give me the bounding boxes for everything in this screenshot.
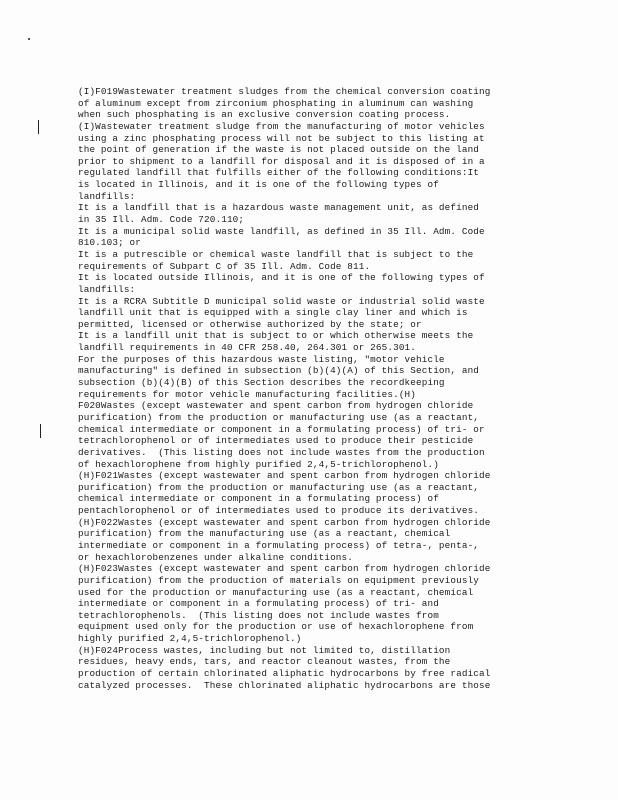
text-line: subsection (b)(4)(B) of this Section describes the recordkeeping <box>78 377 445 389</box>
text-line: derivatives. (This listing does not include wastes from the production <box>78 446 485 458</box>
text-line: (I)F019Wastewater treatment sludges from the chemical conversion coating <box>78 86 491 97</box>
text-line: or hexachlorobenzenes under alkaline conditions. <box>78 551 353 563</box>
text-line: F020Wastes (except wastewater and spent carbon from hydrogen chloride <box>78 400 474 412</box>
text-line: (H)F024Process wastes, including but not limited to, distillation <box>78 644 451 656</box>
text-line: (H)F021Wastes (except wastewater and spent carbon from hydrogen chloride <box>78 470 491 482</box>
text-line: It is located outside Illinois, and it is one of the following types of <box>78 272 485 284</box>
text-line: chemical intermediate or component in a formulating process) of <box>78 493 439 505</box>
text-line: of hexachlorophene from highly purified 2,4,5-trichlorophenol.) <box>78 458 439 470</box>
text-line: when such phosphating is an exclusive conversion coating process. <box>78 109 451 121</box>
revision-bar-2 <box>40 424 41 438</box>
text-line: purification) from the production of materials on equipment previously <box>78 574 480 586</box>
text-line: used for the production or manufacturing use (as a reactant, chemical <box>78 586 474 598</box>
text-line: It is a RCRA Subtitle D municipal solid waste or industrial solid waste <box>78 295 485 307</box>
text-line: pentachlorophenol or of intermediates used to produce its derivatives. <box>78 505 480 517</box>
text-line: 810.103; or <box>78 237 142 249</box>
text-line: purification) from the manufacturing use (as a reactant, chemical <box>78 528 451 540</box>
text-line: landfill requirements in 40 CFR 258.40, 264.301 or 265.301. <box>78 342 417 354</box>
text-line: tetrachlorophenol or of intermediates used to produce their pesticide <box>78 435 474 447</box>
text-line: landfills: <box>78 283 136 295</box>
text-line: intermediate or component in a formulating process) of tetra-, penta-, <box>78 539 480 551</box>
text-line: production of certain chlorinated aliphatic hydrocarbons by free radical <box>78 668 491 680</box>
text-line: the point of generation if the waste is not placed outside on the land <box>78 144 480 156</box>
text-line: It is a landfill that is a hazardous waste management unit, as defined <box>78 202 480 214</box>
text-line: residues, heavy ends, tars, and reactor cleanout wastes, from the <box>78 656 451 668</box>
text-line: For the purposes of this hazardous waste listing, "motor vehicle <box>78 353 445 365</box>
document-body-text <box>78 86 548 691</box>
text-line: chemical intermediate or component in a formulating process) of tri- or <box>78 423 485 435</box>
text-line: intermediate or component in a formulating process) of tri- and <box>78 598 439 610</box>
text-line: catalyzed processes. These chlorinated aliphatic hydrocarbons are those <box>78 679 491 691</box>
scan-speck <box>28 38 30 40</box>
text-line: landfill unit that is equipped with a single clay liner and which is <box>78 307 468 319</box>
text-line: tetrachlorophenols. (This listing does not include wastes from <box>78 609 439 621</box>
text-line: prior to shipment to a landfill for disposal and it is disposed of in a <box>78 155 485 167</box>
text-line: It is a landfill unit that is subject to or which otherwise meets the <box>78 330 474 342</box>
text-line: (H)F023Wastes (except wastewater and spent carbon from hydrogen chloride <box>78 563 491 575</box>
text-line: manufacturing" is defined in subsection (b)(4)(A) of this Section, and <box>78 365 480 377</box>
text-line: using a zinc phosphating process will not be subject to this listing at <box>78 132 485 144</box>
text-line: (H)F022Wastes (except wastewater and spent carbon from hydrogen chloride <box>78 516 491 528</box>
text-line: landfills: <box>78 190 136 202</box>
text-line: permitted, licensed or otherwise authorized by the state; or <box>78 318 422 330</box>
text-line: equipment used only for the production or use of hexachlorophene from <box>78 621 474 633</box>
text-line: purification) from the production or manufacturing use (as a reactant, <box>78 481 480 493</box>
text-line: regulated landfill that fulfills either of the following conditions:It <box>78 167 480 179</box>
text-line: is located in Illinois, and it is one of the following types of <box>78 179 439 191</box>
text-line: requirements of Subpart C of 35 Ill. Adm. Code 811. <box>78 260 371 272</box>
text-line: in 35 Ill. Adm. Code 720.110; <box>78 214 245 226</box>
text-line: (I)Wastewater treatment sludge from the manufacturing of motor vehicles <box>78 120 485 132</box>
text-line: of aluminum except from zirconium phosphating in aluminum can washing <box>78 97 474 109</box>
text-line: requirements for motor vehicle manufacturing facilities.(H) <box>78 388 417 400</box>
text-line: It is a municipal solid waste landfill, as defined in 35 Ill. Adm. Code <box>78 225 485 237</box>
revision-bar-1 <box>38 120 39 134</box>
text-line: purification) from the production or manufacturing use (as a reactant, <box>78 411 480 423</box>
text-line: It is a putrescible or chemical waste landfill that is subject to the <box>78 248 474 260</box>
text-line: highly purified 2,4,5-trichlorophenol.) <box>78 633 302 645</box>
